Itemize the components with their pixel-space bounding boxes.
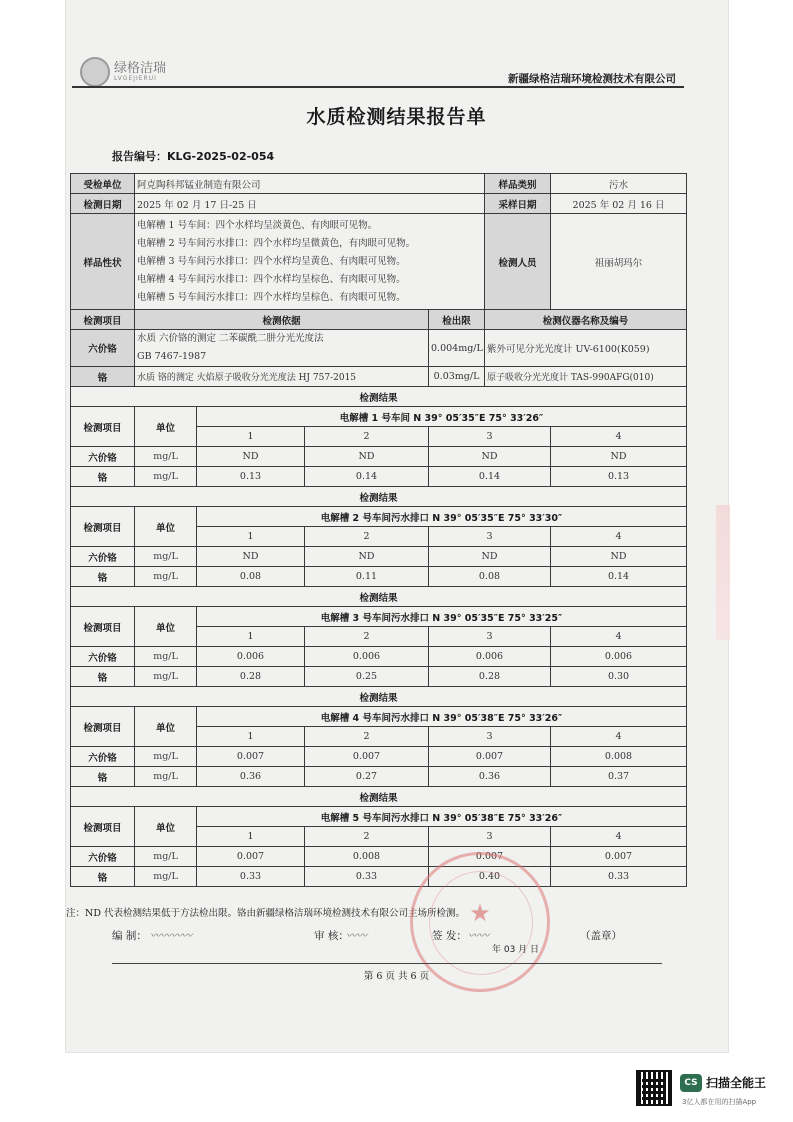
results-unit-label: 单位	[135, 507, 197, 547]
client-label: 受检单位	[71, 174, 135, 194]
nature-description	[135, 214, 485, 310]
result-item: 六价铬	[71, 747, 135, 767]
sample-number: 4	[551, 727, 687, 747]
method-basis	[135, 330, 429, 367]
result-value: ND	[551, 547, 687, 567]
sample-number: 1	[197, 427, 305, 447]
results-location-row	[71, 407, 687, 427]
results-heading: 检测结果	[71, 587, 687, 607]
approver-label: 签 发：	[432, 930, 467, 942]
results-heading-row	[71, 687, 687, 707]
inspector-label: 检测人员	[485, 214, 551, 310]
result-value: 0.007	[429, 847, 551, 867]
result-value: 0.08	[197, 567, 305, 587]
method-row	[71, 330, 687, 367]
sampling-location: 电解槽 4 号车间污水排口 N 39° 05′38″E 75° 33′26″	[197, 707, 687, 727]
sample-number: 3	[429, 827, 551, 847]
method-header-limit: 检出限	[429, 310, 485, 330]
test-date-value: 2025 年 02 月 17 日-25 日	[135, 194, 485, 214]
sample-number: 2	[305, 527, 429, 547]
results-item-label: 检测项目	[71, 707, 135, 747]
result-value: ND	[429, 447, 551, 467]
results-unit-label: 单位	[135, 807, 197, 847]
result-unit: mg/L	[135, 847, 197, 867]
logo-name: 绿格洁瑞	[114, 61, 167, 76]
result-value: 0.27	[305, 767, 429, 787]
result-value: 0.007	[305, 747, 429, 767]
result-item: 六价铬	[71, 547, 135, 567]
test-date-label: 检测日期	[71, 194, 135, 214]
results-unit-label: 单位	[135, 407, 197, 447]
method-limit: 0.03mg/L	[429, 367, 485, 387]
method-basis: 水质 铬的测定 火焰原子吸收分光光度法 HJ 757-2015	[135, 367, 429, 387]
results-unit-label: 单位	[135, 607, 197, 647]
result-item: 铬	[71, 867, 135, 887]
approver-signature: 〰〰	[468, 930, 489, 942]
result-value: ND	[429, 547, 551, 567]
result-value: 0.007	[197, 747, 305, 767]
sampling-location: 电解槽 3 号车间污水排口 N 39° 05′35″E 75° 33′25″	[197, 607, 687, 627]
result-row	[71, 667, 687, 687]
results-heading-row	[71, 487, 687, 507]
sign-date: 年 03 月 日	[492, 945, 540, 955]
results-location-row	[71, 507, 687, 527]
results-item-label: 检测项目	[71, 607, 135, 647]
seal-label: （盖章）	[580, 930, 622, 942]
method-header-item: 检测项目	[71, 310, 135, 330]
result-value: 0.30	[551, 667, 687, 687]
result-row	[71, 567, 687, 587]
result-unit: mg/L	[135, 547, 197, 567]
footer-divider	[112, 963, 662, 964]
result-value: 0.14	[305, 467, 429, 487]
nature-line: 电解槽 4 号车间污水排口：四个水样均呈棕色、有肉眼可见物。	[137, 273, 406, 285]
result-value: 0.006	[551, 647, 687, 667]
result-value: ND	[197, 547, 305, 567]
nature-line: 电解槽 3 号车间污水排口：四个水样均呈黄色、有肉眼可见物。	[137, 255, 406, 267]
page-title: 水质检测结果报告单	[306, 106, 487, 128]
sample-number: 3	[429, 627, 551, 647]
result-row	[71, 867, 687, 887]
result-value: ND	[551, 447, 687, 467]
result-item: 铬	[71, 567, 135, 587]
seal-star-icon: ★	[469, 899, 491, 927]
result-row	[71, 467, 687, 487]
result-value: 0.007	[551, 847, 687, 867]
editor-label: 编 制：	[112, 930, 147, 942]
sample-number: 2	[305, 427, 429, 447]
results-item-label: 检测项目	[71, 807, 135, 847]
nature-label: 样品性状	[71, 214, 135, 310]
result-value: ND	[197, 447, 305, 467]
method-instrument: 原子吸收分光光度计 TAS-990AFG(010)	[485, 367, 687, 387]
result-row	[71, 747, 687, 767]
result-row	[71, 647, 687, 667]
results-heading: 检测结果	[71, 487, 687, 507]
result-value: 0.08	[429, 567, 551, 587]
sample-number: 4	[551, 827, 687, 847]
logo-emblem-icon	[80, 57, 110, 87]
results-location-row	[71, 807, 687, 827]
page-number: 第 6 页 共 6 页	[363, 971, 430, 982]
sample-number: 1	[197, 627, 305, 647]
header-divider	[72, 86, 684, 88]
result-value: 0.008	[305, 847, 429, 867]
result-value: 0.006	[197, 647, 305, 667]
result-value: 0.40	[429, 867, 551, 887]
result-value: ND	[305, 447, 429, 467]
result-value: 0.25	[305, 667, 429, 687]
result-row	[71, 447, 687, 467]
method-header-row	[71, 310, 687, 330]
sample-number: 4	[551, 427, 687, 447]
result-item: 铬	[71, 467, 135, 487]
result-row	[71, 547, 687, 567]
sample-number: 1	[197, 727, 305, 747]
sample-type-label: 样品类别	[485, 174, 551, 194]
scanner-app-name: 扫描全能王	[706, 1076, 767, 1090]
result-value: 0.006	[429, 647, 551, 667]
result-item: 六价铬	[71, 847, 135, 867]
sample-number: 2	[305, 827, 429, 847]
results-heading: 检测结果	[71, 387, 687, 407]
result-unit: mg/L	[135, 747, 197, 767]
result-unit: mg/L	[135, 567, 197, 587]
sample-type-value: 污水	[551, 174, 687, 194]
sample-number: 2	[305, 627, 429, 647]
result-unit: mg/L	[135, 667, 197, 687]
method-limit: 0.004mg/L	[429, 330, 485, 367]
result-value: 0.007	[197, 847, 305, 867]
company-name: 新疆绿格洁瑞环境检测技术有限公司	[508, 73, 676, 85]
result-item: 铬	[71, 667, 135, 687]
results-location-row	[71, 607, 687, 627]
result-value: 0.33	[551, 867, 687, 887]
method-item: 铬	[71, 367, 135, 387]
result-item: 六价铬	[71, 447, 135, 467]
footnote: 注：ND 代表检测结果低于方法检出限。铬由新疆绿格洁瑞环境检测技术有限公司主场所检测。	[66, 908, 465, 919]
sampling-location: 电解槽 1 号车间 N 39° 05′35″E 75° 33′26″	[197, 407, 687, 427]
result-value: 0.13	[197, 467, 305, 487]
result-value: 0.36	[197, 767, 305, 787]
nature-line: 电解槽 1 号车间：四个水样均呈淡黄色、有肉眼可见物。	[137, 219, 378, 231]
editor-signature: 〰〰〰〰	[150, 930, 192, 942]
result-value: 0.37	[551, 767, 687, 787]
method-row	[71, 367, 687, 387]
result-value: 0.14	[429, 467, 551, 487]
result-item: 六价铬	[71, 647, 135, 667]
result-value: 0.36	[429, 767, 551, 787]
scanner-tagline: 3亿人都在用的扫描App	[682, 1098, 757, 1106]
result-item: 铬	[71, 767, 135, 787]
result-value: ND	[305, 547, 429, 567]
seal-edge-mark	[716, 505, 730, 640]
result-unit: mg/L	[135, 447, 197, 467]
result-value: 0.33	[305, 867, 429, 887]
sample-number: 1	[197, 827, 305, 847]
method-item: 六价铬	[71, 330, 135, 367]
result-value: 0.28	[197, 667, 305, 687]
sample-number: 4	[551, 527, 687, 547]
result-row	[71, 847, 687, 867]
results-heading-row	[71, 587, 687, 607]
method-header-basis: 检测依据	[135, 310, 429, 330]
signature-row	[112, 928, 642, 955]
method-header-instrument: 检测仪器名称及编号	[485, 310, 687, 330]
sample-number: 4	[551, 627, 687, 647]
qr-code-icon	[636, 1070, 672, 1106]
result-unit: mg/L	[135, 467, 197, 487]
results-unit-label: 单位	[135, 707, 197, 747]
results-heading: 检测结果	[71, 687, 687, 707]
reviewer-label: 审 核：	[314, 930, 349, 942]
scanner-badge: CS	[680, 1074, 702, 1092]
result-value: 0.11	[305, 567, 429, 587]
inspector-value: 祖丽胡玛尔	[551, 214, 687, 310]
results-item-label: 检测项目	[71, 507, 135, 547]
sample-number: 1	[197, 527, 305, 547]
method-instrument: 紫外可见分光光度计 UV-6100(K059)	[485, 330, 687, 367]
result-value: 0.14	[551, 567, 687, 587]
sample-number: 3	[429, 427, 551, 447]
results-item-label: 检测项目	[71, 407, 135, 447]
results-location-row	[71, 707, 687, 727]
sample-number: 3	[429, 727, 551, 747]
results-heading-row	[71, 387, 687, 407]
result-value: 0.008	[551, 747, 687, 767]
sample-number: 2	[305, 727, 429, 747]
result-unit: mg/L	[135, 867, 197, 887]
sampling-location: 电解槽 2 号车间污水排口 N 39° 05′35″E 75° 33′30″	[197, 507, 687, 527]
method-basis-line: 水质 六价铬的测定 二苯碳酰二肼分光光度法	[137, 333, 324, 344]
report-number: 报告编号：KLG-2025-02-054	[112, 150, 275, 163]
result-row	[71, 767, 687, 787]
sampling-date-value: 2025 年 02 月 16 日	[551, 194, 687, 214]
info-row-nature	[71, 214, 687, 310]
report-table	[70, 173, 687, 887]
sample-number: 3	[429, 527, 551, 547]
sampling-location: 电解槽 5 号车间污水排口 N 39° 05′38″E 75° 33′26″	[197, 807, 687, 827]
result-value: 0.13	[551, 467, 687, 487]
result-value: 0.007	[429, 747, 551, 767]
client-value: 阿克陶科邦锰业制造有限公司	[135, 174, 485, 194]
result-value: 0.006	[305, 647, 429, 667]
results-heading-row	[71, 787, 687, 807]
reviewer-signature: 〰〰	[346, 930, 367, 942]
info-row-dates	[71, 194, 687, 214]
result-unit: mg/L	[135, 767, 197, 787]
result-unit: mg/L	[135, 647, 197, 667]
method-basis-line: GB 7467-1987	[137, 351, 207, 362]
nature-line: 电解槽 2 号车间污水排口：四个水样均呈微黄色，有肉眼可见物。	[137, 237, 416, 249]
result-value: 0.33	[197, 867, 305, 887]
sampling-date-label: 采样日期	[485, 194, 551, 214]
results-heading: 检测结果	[71, 787, 687, 807]
info-row-client	[71, 174, 687, 194]
logo-english-name: LVGEJIERUI	[114, 75, 157, 82]
company-logo	[80, 55, 190, 89]
result-value: 0.28	[429, 667, 551, 687]
nature-line: 电解槽 5 号车间污水排口：四个水样均呈棕色、有肉眼可见物。	[137, 291, 406, 303]
